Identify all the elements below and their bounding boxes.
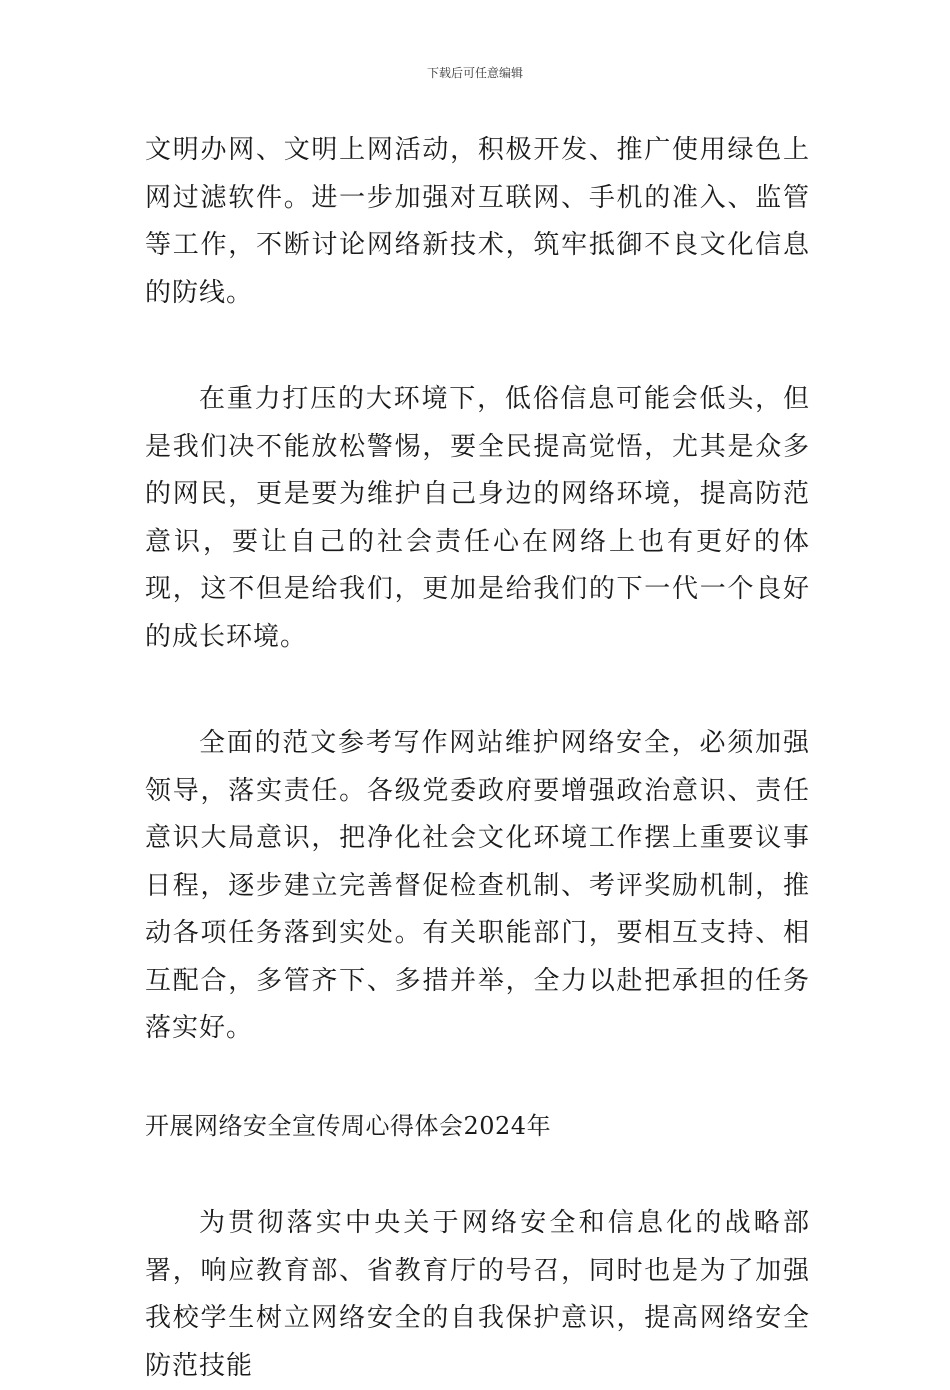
paragraph-gap [145, 317, 810, 376]
paragraph-gap [145, 661, 810, 720]
paragraph-1: 文明办网、文明上网活动，积极开发、推广使用绿色上网过滤软件。进一步加强对互联网、手机的准入、监管等工作，不断讨论网络新技术，筑牢抵御不良文化信息的防线。 [145, 135, 810, 308]
document-body [145, 127, 810, 1390]
paragraph-gap [145, 1150, 810, 1200]
section-title: 开展网络安全宣传周心得体会2024年 [145, 1111, 552, 1140]
page-header: 下载后可任意编辑 [426, 66, 523, 80]
paragraph-gap [145, 1053, 810, 1103]
paragraph-4: 为贯彻落实中央关于网络安全和信息化的战略部署，响应教育部、省教育厅的号召，同时也是为了加强我校学生树立网络安全的自我保护意识，提高网络安全防范技能 [145, 1208, 810, 1381]
paragraph-2: 在重力打压的大环境下，低俗信息可能会低头，但是我们决不能放松警惕，要全民提高觉悟，尤其是众多的网民，更是要为维护自己身边的网络环境，提高防范意识，要让自己的社会责任心在网络上也有更好的体现，这不但是给我们，更加是给我们的下一代一个良好的成长环境。 [145, 384, 810, 652]
paragraph-3: 全面的范文参考写作网站维护网络安全，必须加强领导，落实责任。各级党委政府要增强政治意识、责任意识大局意识，把净化社会文化环境工作摆上重要议事日程，逐步建立完善督促检查机制、考评奖励机制，推动各项任务落到实处。有关职能部门，要相互支持、相互配合，多管齐下、多措并举，全力以赴把承担的任务落实好。 [145, 728, 810, 1043]
